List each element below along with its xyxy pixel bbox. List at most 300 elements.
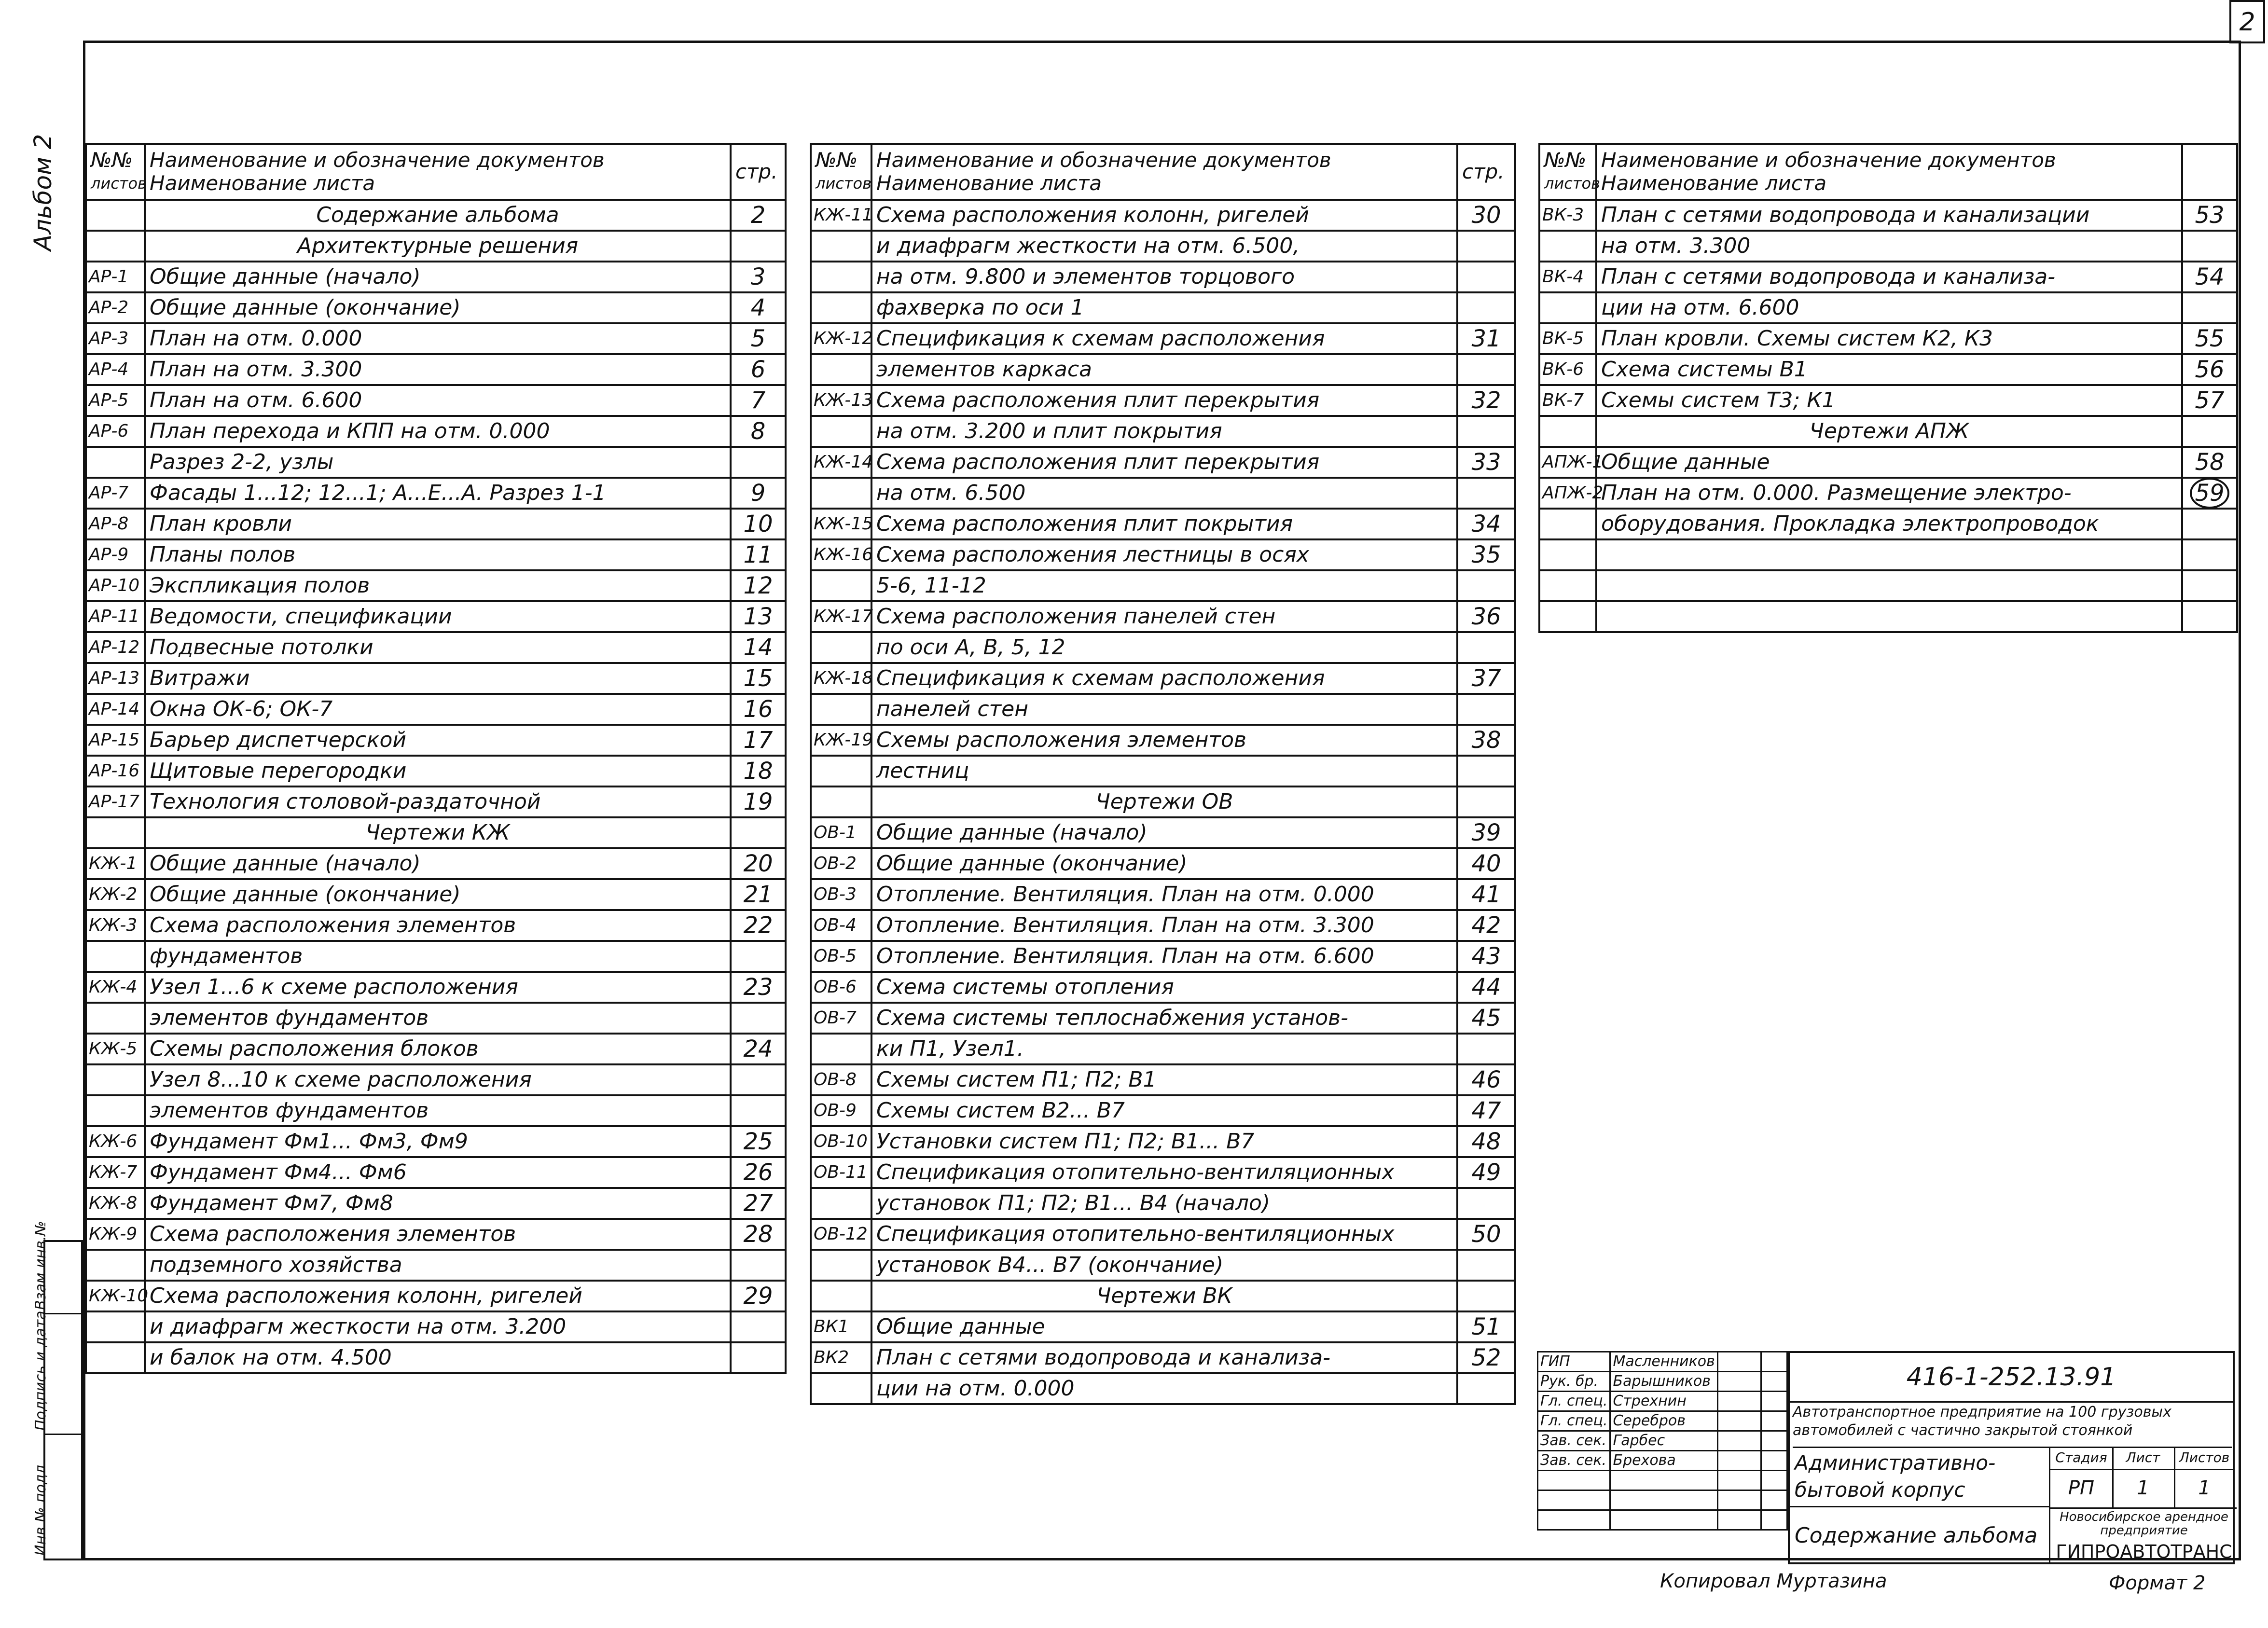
title-header: Наименование и обозначение документов Наименование листа (1596, 144, 2182, 200)
toc-row (811, 1219, 1515, 1250)
toc-row (1539, 447, 2237, 478)
page-number: 26 (731, 1157, 786, 1188)
toc-row (86, 416, 786, 447)
signer-name: Стрехнин (1610, 1392, 1717, 1411)
toc-header (1539, 144, 2237, 200)
toc-row (86, 694, 786, 725)
page-number: 45 (1457, 1003, 1515, 1034)
sheet-code: ОВ-6 (811, 972, 871, 1003)
page-number: 10 (731, 509, 786, 539)
sheet-code: ВК-7 (1539, 385, 1596, 416)
page-number (731, 1342, 786, 1373)
sheet-title: Общие данные (окончание) (145, 879, 731, 910)
toc-row (1539, 323, 2237, 354)
sheet-code: КЖ-7 (86, 1157, 145, 1188)
toc-row (86, 478, 786, 509)
page-number: 3 (731, 262, 786, 292)
section-heading: Чертежи ВК (871, 1281, 1457, 1311)
toc-row (86, 1311, 786, 1342)
signer-row (1538, 1352, 1787, 1372)
toc-row (811, 725, 1515, 756)
sheet-code: КЖ-16 (811, 539, 871, 570)
toc-table-2 (810, 143, 1516, 1405)
page-number: 25 (731, 1126, 786, 1157)
sheet-title: Схема системы В1 (1596, 354, 2182, 385)
sheet-title: Общие данные (871, 1311, 1457, 1342)
sheet-code (86, 1095, 145, 1126)
page-number: 18 (731, 756, 786, 786)
page-number (731, 231, 786, 262)
sheet-code: КЖ-4 (86, 972, 145, 1003)
sheet-title: План с сетями водопровода и канализации (1596, 200, 2182, 231)
toc-row (86, 570, 786, 601)
signature (1717, 1372, 1761, 1392)
page-number (2182, 601, 2237, 632)
page-number (1457, 1250, 1515, 1281)
page-number: 46 (1457, 1064, 1515, 1095)
signer-role: Гл. спец. (1538, 1392, 1610, 1411)
sheet-code (1539, 570, 1596, 601)
page-number: 29 (731, 1281, 786, 1311)
signature (1717, 1431, 1761, 1451)
page-number (1457, 570, 1515, 601)
toc-row (811, 1373, 1515, 1404)
sheet-title: Схема системы теплоснабжения установ- (871, 1003, 1457, 1034)
page-number (2182, 509, 2237, 539)
toc-row (86, 1281, 786, 1311)
sheet-code: КЖ-3 (86, 910, 145, 941)
page-number: 17 (731, 725, 786, 756)
toc-row (86, 292, 786, 323)
title-header: Наименование и обозначение документов Наименование листа (871, 144, 1457, 200)
sheet-title: Фундамент Фм7, Фм8 (145, 1188, 731, 1219)
sheet-title: Ведомости, спецификации (145, 601, 731, 632)
title-block (1537, 1351, 2235, 1564)
sheet-title: Схемы систем Т3; К1 (1596, 385, 2182, 416)
org-name: ГИПРОАВТОТРАНС (2056, 1541, 2232, 1562)
page-number: 16 (731, 694, 786, 725)
sheet-code: КЖ-6 (86, 1126, 145, 1157)
num-header: №№ листов (1539, 144, 1596, 200)
sheet-number: 2 (2229, 0, 2265, 43)
toc-row (86, 200, 786, 231)
toc-row (811, 385, 1515, 416)
signer-role: Гл. спец. (1538, 1411, 1610, 1431)
section-heading: Архитектурные решения (145, 231, 731, 262)
toc-row (86, 910, 786, 941)
toc-row (86, 1095, 786, 1126)
toc-row (811, 663, 1515, 694)
sheet-code: КЖ-19 (811, 725, 871, 756)
toc-row (86, 1188, 786, 1219)
signer-row (1538, 1431, 1787, 1451)
toc-row (86, 1157, 786, 1188)
page-number: 27 (731, 1188, 786, 1219)
sheet-title: ции на отм. 0.000 (871, 1373, 1457, 1404)
sheet-code (811, 1034, 871, 1064)
page-number: 36 (1457, 601, 1515, 632)
toc-row (811, 1342, 1515, 1373)
sheet-code: АР-10 (86, 570, 145, 601)
sheet-title: Схема системы отопления (871, 972, 1457, 1003)
sheet-code (811, 694, 871, 725)
page-number: 40 (1457, 848, 1515, 879)
album-label: Альбом 2 (29, 134, 57, 251)
page-number: 43 (1457, 941, 1515, 972)
sheet-code: ВК2 (811, 1342, 871, 1373)
page-number (1457, 354, 1515, 385)
sheet-code: АР-13 (86, 663, 145, 694)
toc-row (86, 632, 786, 663)
page-number: 56 (2182, 354, 2237, 385)
sheet-title: План на отм. 0.000 (145, 323, 731, 354)
sheet-code (86, 817, 145, 848)
page-number: 39 (1457, 817, 1515, 848)
sheet-code: ВК-5 (1539, 323, 1596, 354)
page-number (1457, 478, 1515, 509)
strip-cell: Взам.инв.№ (45, 1242, 81, 1314)
sheet-code: КЖ-17 (811, 601, 871, 632)
signature (1717, 1392, 1761, 1411)
sheet-code: КЖ-2 (86, 879, 145, 910)
toc-row (811, 601, 1515, 632)
toc-row (811, 941, 1515, 972)
page-number (731, 1064, 786, 1095)
stage-box: Стадия Лист Листов РП 1 1 (2050, 1447, 2237, 1509)
doc-code: 416-1-252.13.91 (1790, 1353, 2233, 1403)
toc-row (1539, 385, 2237, 416)
sheet-title: Схема расположения панелей стен (871, 601, 1457, 632)
sheet-code: КЖ-5 (86, 1034, 145, 1064)
toc-row (811, 1157, 1515, 1188)
sheet-title: Схема расположения плит покрытия (871, 509, 1457, 539)
toc-row (811, 1281, 1515, 1311)
page-header: стр. (731, 144, 786, 200)
page-number (2182, 292, 2237, 323)
sheet-title: Схема расположения лестницы в осях (871, 539, 1457, 570)
toc-row (811, 694, 1515, 725)
sheet-code (811, 1373, 871, 1404)
sheet-title: ции на отм. 6.600 (1596, 292, 2182, 323)
page-number (1457, 1281, 1515, 1311)
section-heading: Чертежи КЖ (145, 817, 731, 848)
sheet-code (1539, 292, 1596, 323)
sheet-title: Спецификация к схемам расположения (871, 323, 1457, 354)
sheet-code: КЖ-11 (811, 200, 871, 231)
sheet-code: АР-7 (86, 478, 145, 509)
page-header (2182, 144, 2237, 200)
sheet-title: Экспликация полов (145, 570, 731, 601)
page-number: 8 (731, 416, 786, 447)
sheet-title: Фасады 1...12; 12...1; А...Е...А. Разрез 1-1 (145, 478, 731, 509)
page-number: 19 (731, 786, 786, 817)
page-number: 11 (731, 539, 786, 570)
page-number: 12 (731, 570, 786, 601)
sheet-code: ОВ-2 (811, 848, 871, 879)
sheet-code (811, 570, 871, 601)
page-number: 22 (731, 910, 786, 941)
section-heading: Чертежи АПЖ (1596, 416, 2182, 447)
sheet-code (1539, 231, 1596, 262)
sheet-title: Окна ОК-6; ОК-7 (145, 694, 731, 725)
sheet-title: лестниц (871, 756, 1457, 786)
page-number: 6 (731, 354, 786, 385)
sheets-value: 1 (2198, 1477, 2211, 1499)
toc-row (811, 756, 1515, 786)
toc-row (811, 262, 1515, 292)
page-number: 52 (1457, 1342, 1515, 1373)
stage-value: РП (2050, 1469, 2114, 1507)
signer-role: Рук. бр. (1538, 1372, 1610, 1392)
circled-page-number: 59 (2190, 478, 2229, 509)
sheet-code: АР-16 (86, 756, 145, 786)
sheet-code: КЖ-1 (86, 848, 145, 879)
sheet-title: на отм. 6.500 (871, 478, 1457, 509)
toc-row (86, 756, 786, 786)
page-number: 54 (2182, 262, 2237, 292)
sheet-title (1596, 601, 2182, 632)
page-number (2182, 478, 2237, 509)
toc-row (811, 1034, 1515, 1064)
toc-row (811, 1003, 1515, 1034)
sheet-code: КЖ-9 (86, 1219, 145, 1250)
date (1761, 1372, 1787, 1392)
sheet-title: элементов фундаментов (145, 1095, 731, 1126)
date (1761, 1352, 1787, 1372)
sheet-title: и диафрагм жесткости на отм. 3.200 (145, 1311, 731, 1342)
page-number: 14 (731, 632, 786, 663)
page-number (731, 1311, 786, 1342)
toc-row (86, 231, 786, 262)
page-number: 57 (2182, 385, 2237, 416)
page-number (1457, 632, 1515, 663)
signer-role: ГИП (1538, 1352, 1610, 1372)
sheet-title: Схема расположения плит перекрытия (871, 385, 1457, 416)
sheet-code: ОВ-8 (811, 1064, 871, 1095)
page-number (731, 447, 786, 478)
sheet-title: фахверка по оси 1 (871, 292, 1457, 323)
page-number: 32 (1457, 385, 1515, 416)
sheet-code (86, 447, 145, 478)
toc-row (1539, 539, 2237, 570)
sheet-title: Схемы расположения блоков (145, 1034, 731, 1064)
sheet-code: ВК1 (811, 1311, 871, 1342)
sheet-code: АР-2 (86, 292, 145, 323)
toc-row (1539, 509, 2237, 539)
sheet-code: АР-15 (86, 725, 145, 756)
signature (1717, 1451, 1761, 1471)
toc-row (86, 848, 786, 879)
sheet-code (811, 354, 871, 385)
page-number: 33 (1457, 447, 1515, 478)
sheet-code (86, 1311, 145, 1342)
toc-table-1 (85, 143, 787, 1374)
title-main (1788, 1351, 2235, 1564)
page-number: 30 (1457, 200, 1515, 231)
toc-row (86, 972, 786, 1003)
sheet-code: ВК-6 (1539, 354, 1596, 385)
toc-row (811, 817, 1515, 848)
sheet-title: Планы полов (145, 539, 731, 570)
page-number: 2 (731, 200, 786, 231)
page-number (1457, 1188, 1515, 1219)
sheet-code (86, 200, 145, 231)
sheet-title (1596, 539, 2182, 570)
toc-header (811, 144, 1515, 200)
sheet-code: КЖ-13 (811, 385, 871, 416)
sheet-title: и балок на отм. 4.500 (145, 1342, 731, 1373)
toc-row (86, 941, 786, 972)
sheet-title: План на отм. 0.000. Размещение электро- (1596, 478, 2182, 509)
toc-row (86, 1342, 786, 1373)
sheet-title: элементов каркаса (871, 354, 1457, 385)
page-number (1457, 416, 1515, 447)
sheet-title: на отм. 9.800 и элементов торцового (871, 262, 1457, 292)
page-number: 48 (1457, 1126, 1515, 1157)
page-number: 13 (731, 601, 786, 632)
sheet-code: ОВ-12 (811, 1219, 871, 1250)
sheet-title: Отопление. Вентиляция. План на отм. 6.600 (871, 941, 1457, 972)
toc-row (811, 231, 1515, 262)
toc-row (86, 879, 786, 910)
date (1761, 1431, 1787, 1451)
section-heading: Содержание альбома (145, 200, 731, 231)
page-number: 9 (731, 478, 786, 509)
toc-row (86, 601, 786, 632)
sheet-code: ОВ-1 (811, 817, 871, 848)
date (1761, 1451, 1787, 1471)
sheet-title: Щитовые перегородки (145, 756, 731, 786)
sheet-title: Спецификация отопительно-вентиляционных (871, 1157, 1457, 1188)
sheet-title: Общие данные (начало) (145, 262, 731, 292)
sheet-title: Технология столовой-раздаточной (145, 786, 731, 817)
toc-row (1539, 231, 2237, 262)
toc-row (811, 972, 1515, 1003)
toc-row (86, 1064, 786, 1095)
sheet-code: КЖ-8 (86, 1188, 145, 1219)
page-number: 34 (1457, 509, 1515, 539)
page-number: 37 (1457, 663, 1515, 694)
sheet-title: установок П1; П2; В1... В4 (начало) (871, 1188, 1457, 1219)
sheet-title: Общие данные (начало) (871, 817, 1457, 848)
sheet-code: ОВ-4 (811, 910, 871, 941)
sheet-code: ВК-3 (1539, 200, 1596, 231)
page-number: 44 (1457, 972, 1515, 1003)
sheet-code: АР-11 (86, 601, 145, 632)
page-number: 38 (1457, 725, 1515, 756)
sheet-title: Узел 8...10 к схеме расположения (145, 1064, 731, 1095)
page-number: 35 (1457, 539, 1515, 570)
copied-by: Копировал Муртазина (1660, 1570, 1887, 1592)
toc-row (811, 447, 1515, 478)
page-number (1457, 292, 1515, 323)
sheet-code: АР-1 (86, 262, 145, 292)
toc-row (86, 323, 786, 354)
page-number (731, 941, 786, 972)
toc-row (86, 447, 786, 478)
toc-row (811, 539, 1515, 570)
toc-row (811, 1064, 1515, 1095)
toc-row (1539, 200, 2237, 231)
sheet-code: ОВ-7 (811, 1003, 871, 1034)
toc-table-3 (1538, 143, 2238, 633)
num-header: №№ листов (811, 144, 871, 200)
sheet-title: Фундамент Фм4... Фм6 (145, 1157, 731, 1188)
sheet-code: АР-5 (86, 385, 145, 416)
toc-row (1539, 570, 2237, 601)
sheet-code: АР-17 (86, 786, 145, 817)
sheet-title: Схема расположения элементов (145, 1219, 731, 1250)
date (1761, 1392, 1787, 1411)
page-number (2182, 231, 2237, 262)
title-header: Наименование и обозначение документов Наименование листа (145, 144, 731, 200)
page-number (2182, 416, 2237, 447)
sheet-title: План на отм. 6.600 (145, 385, 731, 416)
sheet-code (811, 1188, 871, 1219)
sheet-code: ОВ-3 (811, 879, 871, 910)
toc-row (86, 1126, 786, 1157)
sheet-code: АР-3 (86, 323, 145, 354)
sheet-title: ки П1, Узел1. (871, 1034, 1457, 1064)
sheet-code: АР-6 (86, 416, 145, 447)
toc-row (811, 1311, 1515, 1342)
page-number (1457, 1373, 1515, 1404)
toc-row (811, 354, 1515, 385)
toc-row (86, 262, 786, 292)
sheet-code: ВК-4 (1539, 262, 1596, 292)
toc-row (1539, 601, 2237, 632)
page-number: 24 (731, 1034, 786, 1064)
signer-name: Барышников (1610, 1372, 1717, 1392)
sheet-title: по оси А, В, 5, 12 (871, 632, 1457, 663)
signature (1717, 1352, 1761, 1372)
sheet-code (811, 1250, 871, 1281)
sheet-code (1539, 601, 1596, 632)
sheet-title: План на отм. 3.300 (145, 354, 731, 385)
sheet-title: Общие данные (окончание) (145, 292, 731, 323)
sheet-title: План перехода и КПП на отм. 0.000 (145, 416, 731, 447)
sheet-title: Барьер диспетчерской (145, 725, 731, 756)
toc-row (811, 478, 1515, 509)
sheet-code: КЖ-14 (811, 447, 871, 478)
org: Новосибирское арендное предприятие (2060, 1510, 2228, 1538)
page-number (1457, 231, 1515, 262)
sheet-title: Схемы систем П1; П2; В1 (871, 1064, 1457, 1095)
sheet-title: Спецификация отопительно-вентиляционных (871, 1219, 1457, 1250)
sheet-title: План с сетями водопровода и канализа- (871, 1342, 1457, 1373)
signer-row (1538, 1451, 1787, 1471)
page-number (1457, 262, 1515, 292)
object-name: Административно-бытовой корпус (1790, 1447, 2050, 1507)
signer-row (1538, 1372, 1787, 1392)
sheet-title: Схема расположения плит перекрытия (871, 447, 1457, 478)
sheet-title (1596, 570, 2182, 601)
sheet-title: Схема расположения колонн, ригелей (145, 1281, 731, 1311)
sheet-code: АР-14 (86, 694, 145, 725)
signature (1717, 1411, 1761, 1431)
toc-row (811, 416, 1515, 447)
sheet-title: Схемы систем В2... В7 (871, 1095, 1457, 1126)
toc-row (1539, 354, 2237, 385)
page-number: 55 (2182, 323, 2237, 354)
strip-cell: Инв.№ подл. (32, 1460, 49, 1556)
toc-row (811, 509, 1515, 539)
sheet-code: АР-9 (86, 539, 145, 570)
sheet-code: ОВ-9 (811, 1095, 871, 1126)
page-number: 42 (1457, 910, 1515, 941)
toc-row (86, 509, 786, 539)
toc-row (811, 848, 1515, 879)
